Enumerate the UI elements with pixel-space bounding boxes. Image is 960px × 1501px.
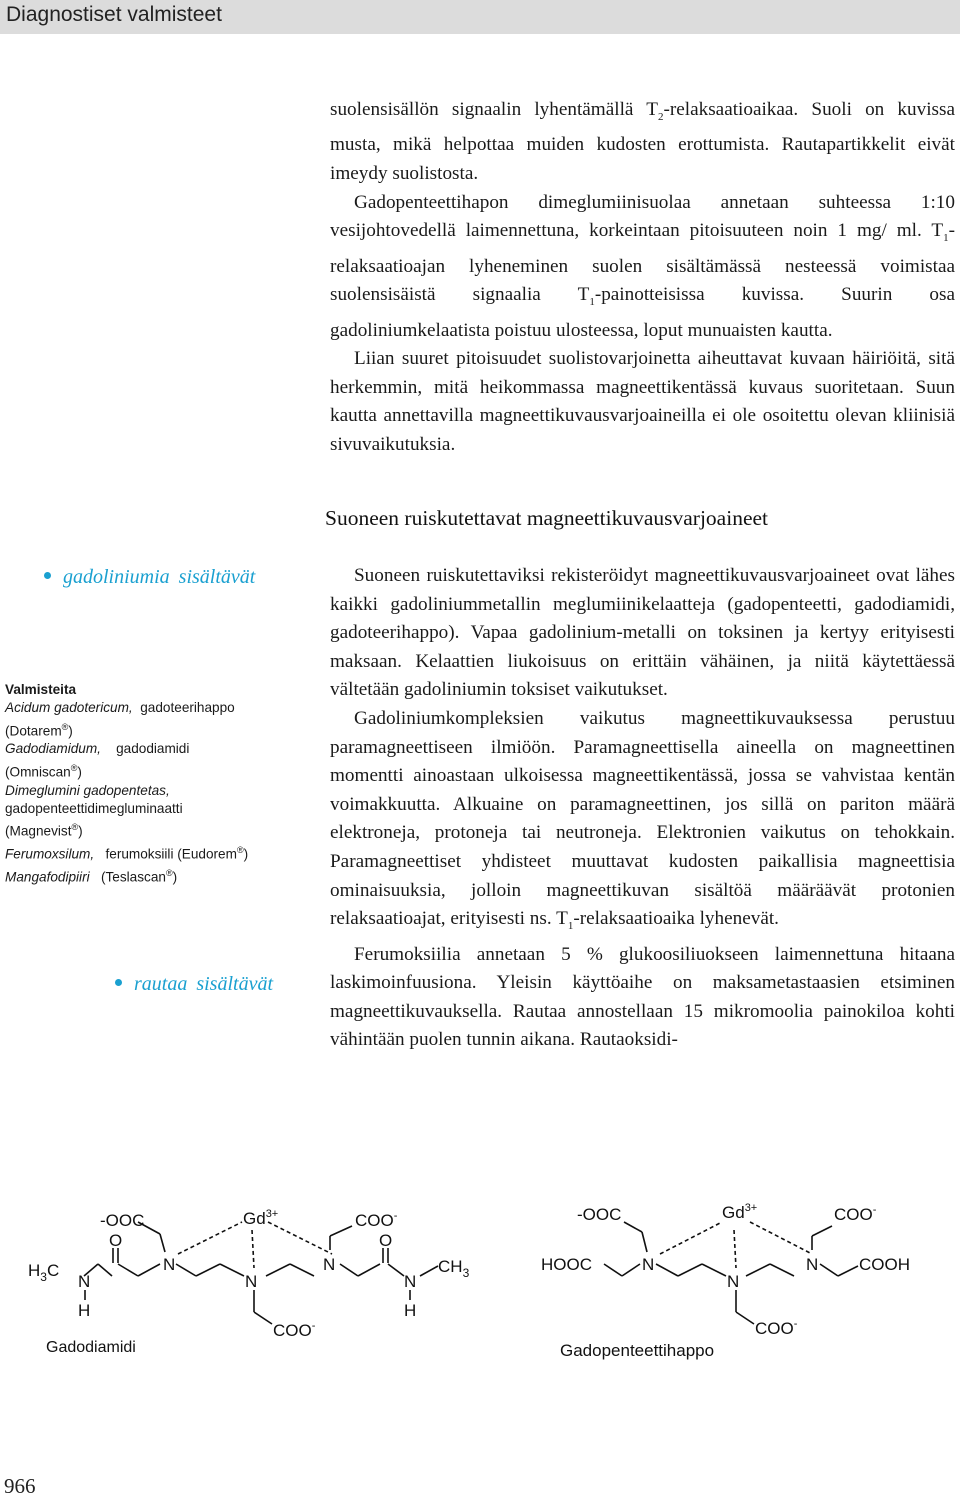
bullet-iron: rautaa sisältävät	[115, 973, 273, 996]
sidebar-row: (Omniscan®)	[5, 762, 82, 780]
sidebar-row: Acidum gadotericum, gadoteerihappo	[5, 700, 235, 716]
svg-text:-OOC: -OOC	[100, 1211, 145, 1230]
sidebar-row: Gadodiamidum, gadodiamidi	[5, 741, 190, 757]
sidebar-row: (Dotarem®)	[5, 721, 73, 739]
top-paragraph-3: Liian suuret pitoisuudet suolistovarjoinetta aiheuttavat kuvaan häiriöitä, sitä herkemmin, mitä heikommassa magneettikentässä kuvaus suoritetaan. Suun kautta annettavilla magneettikuvausvarjoaineilla ei ole osoitettu olevan kliinisiä sivuvaikutuksia.	[330, 348, 955, 456]
structure-name-gadodiamidi: Gadodiamidi	[46, 1339, 136, 1356]
sidebar-row: gadopenteettidimegluminaatti	[5, 800, 183, 816]
svg-text:N: N	[78, 1272, 91, 1291]
svg-text:COO-: COO-	[273, 1320, 316, 1340]
structure-name-gadopenteettihappo: Gadopenteettihappo	[560, 1341, 715, 1360]
svg-text:-OOC: -OOC	[577, 1205, 622, 1224]
svg-text:CH3: $CH_3$	[438, 1257, 470, 1280]
svg-text:COO-: COO-	[755, 1318, 798, 1338]
top-paragraph-2: Gadopenteettihapon dimeglumiinisuolaa annetaan suhteessa 1:10 vesijohtovedellä laimennettuna, korkeintaan pitoisuuteen noin 1 mg/ ml. $T_1$-relaksaatioajan lyheneminen suolen sisältämässä nesteessä voimistaa suolensisäistä signaalia $T_1$-painotteisissa kuvissa. Suurin osa gadoliniumkelaatista poistuu ulosteessa, loput munuaisten kautta.	[330, 191, 956, 341]
structure-gadodiamidi-labels	[28, 1208, 470, 1356]
section-heading: Suoneen ruiskutettavat magneettikuvausvarjoaineet	[325, 506, 768, 530]
svg-text:Gd3+: $Gd^{3+}$	[243, 1208, 279, 1228]
sidebar-row: Ferumoxsilum, ferumoksiili (Eudorem®)	[5, 844, 249, 862]
svg-text:HOOC: HOOC	[541, 1255, 592, 1274]
svg-text:H3C: $H_3C$	[28, 1261, 60, 1284]
svg-text:COO-: COO-	[834, 1204, 877, 1224]
svg-text:N: N	[727, 1272, 740, 1291]
svg-text:H: H	[404, 1301, 417, 1320]
svg-text:COO-: COO-	[355, 1210, 398, 1230]
sidebar-title: Valmisteita	[5, 682, 77, 697]
sidebar-row: (Magnevist®)	[5, 822, 83, 839]
page-number: 966	[4, 1474, 36, 1498]
svg-text:N: N	[163, 1255, 176, 1274]
svg-text:COOH: COOH	[859, 1255, 910, 1274]
svg-text:Gd3+: $Gd^{3+}$	[722, 1202, 758, 1222]
structure-gadopenteettihappo-labels	[541, 1202, 910, 1360]
main-paragraph-2: Gadoliniumkompleksien vaikutus magneettikuvauksessa perustuu paramagneettiseen ilmiöön. Paramagneettisella aineella on magneettinen momentti ainoastaan ulkoisessa magneettikentässä, jossa se vahvistaa kentän voimakkuutta. Alkuaine on paramagneettinen, jos sillä on pariton määrä elektroneja, protoneja tai neutroneja. Elektronien vaikutus on tehokkain. Paramagneettiset yhdisteet muuttavat kudosten paikallisia magneettisia ominaisuuksia, jolloin magneettikuvan sisältöä määräävät protonien relaksaatioajat, erityisesti ns. $T_1$-relaksaatioaika lyhenevät.	[330, 707, 955, 932]
svg-text:N: N	[404, 1272, 417, 1291]
svg-text:N: N	[806, 1255, 819, 1274]
svg-text:H: H	[78, 1301, 91, 1320]
main-paragraph-1: Suoneen ruiskutettaviksi rekisteröidyt magneettikuvausvarjoaineet ovat lähes kaikki gadoliniummetallin meglumiinikelaatteja (gadopenteetti, gadodiamidi, gadoteerihappo). Vapaa gadolinium-metalli on toksinen ja kertyy erityisesti maksaan. Kelaattien liukoisuus on erittäin vähäinen, ja niitä käytettäessä vältetään gadoliniumin toksiset vaikutukset.	[330, 565, 955, 701]
svg-text:N: N	[323, 1255, 336, 1274]
bullet-gadolinium: gadoliniumia sisältävät	[44, 566, 255, 589]
header-title: Diagnostiset valmisteet	[6, 3, 222, 26]
main-paragraph-3: Ferumoksiilia annetaan 5 % glukoosiliuokseen laimennettuna hitaana laskimoinfuusiona. Yleisin käyttöaihe on maksametastaasien etsiminen magneettikuvauksella. Rautaa annostellaan 15 mikromoolia painokiloa kohti vähintään puolen tunnin aikana. Rautaoksidi-	[330, 943, 955, 1051]
svg-text:N: N	[642, 1255, 655, 1274]
svg-text:O: O	[109, 1231, 123, 1250]
svg-text:O: O	[379, 1231, 393, 1250]
sidebar-row: Dimeglumini gadopentetas,	[5, 782, 170, 798]
svg-text:N: N	[245, 1272, 258, 1291]
sidebar-row: Mangafodipiiri (Teslascan®)	[5, 867, 178, 885]
top-paragraph-1: suolensisällön signaalin lyhentämällä $T_2$-relaksaatioaikaa. Suoli on kuvissa musta, mikä helpottaa muiden kudosten erottumista. Rautapartikkelit eivät imeydy suolistosta.	[330, 99, 955, 185]
